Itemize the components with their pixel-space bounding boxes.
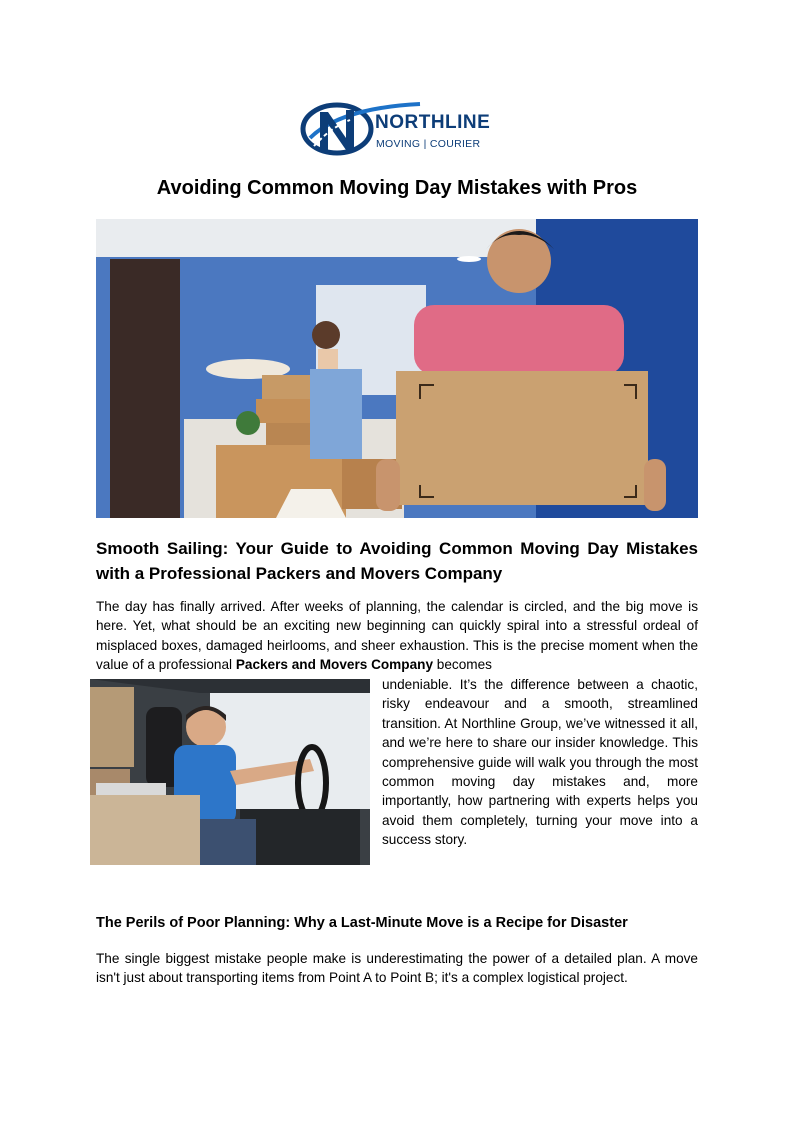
hero-photo <box>96 219 698 518</box>
page-title: Avoiding Common Moving Day Mistakes with Pros <box>156 177 638 199</box>
section-heading: The Perils of Poor Planning: Why a Last-Minute Move is a Recipe for Disaster <box>96 915 628 931</box>
logo-tagline-text: MOVING | COURIER <box>376 138 481 150</box>
driver-photo <box>90 679 370 865</box>
intro-paragraph <box>96 597 698 675</box>
intro-text-2: becomes <box>433 657 492 673</box>
logo-brand-text: NORTHLINE <box>375 112 491 133</box>
article-subtitle: Smooth Sailing: Your Guide to Avoiding Common Moving Day Mistakes with a Professional Packers and Movers Company <box>96 539 698 583</box>
intro-paragraph-continued: undeniable. It’s the difference between a chaotic, risky endeavour and a smooth, streamlined transition. At Northline Group, we’ve witnessed it all, and we’re here to share our insider knowledge. This comprehensive guide will walk you through the most common moving day mistakes and, more importantly, how partnering with experts helps you avoid them completely, turning your move into a success story. <box>382 677 698 848</box>
packers-movers-keyword: Packers and Movers Company <box>235 657 434 673</box>
intro-text-1: The day has finally arrived. After weeks of planning, the calendar is circled, and the big move is here. Yet, what should be an exciting new beginning can quickly spiral into a stressful ordeal of misplaced boxes, damaged heirlooms, and sheer exhaustion. This is the precise moment when the value of a professional <box>96 599 698 673</box>
section-body: The single biggest mistake people make is underestimating the power of a detailed plan. A move isn't just about transporting items from Point A to Point B; it's a complex logistical project. <box>96 951 698 986</box>
northline-logo <box>300 98 495 160</box>
